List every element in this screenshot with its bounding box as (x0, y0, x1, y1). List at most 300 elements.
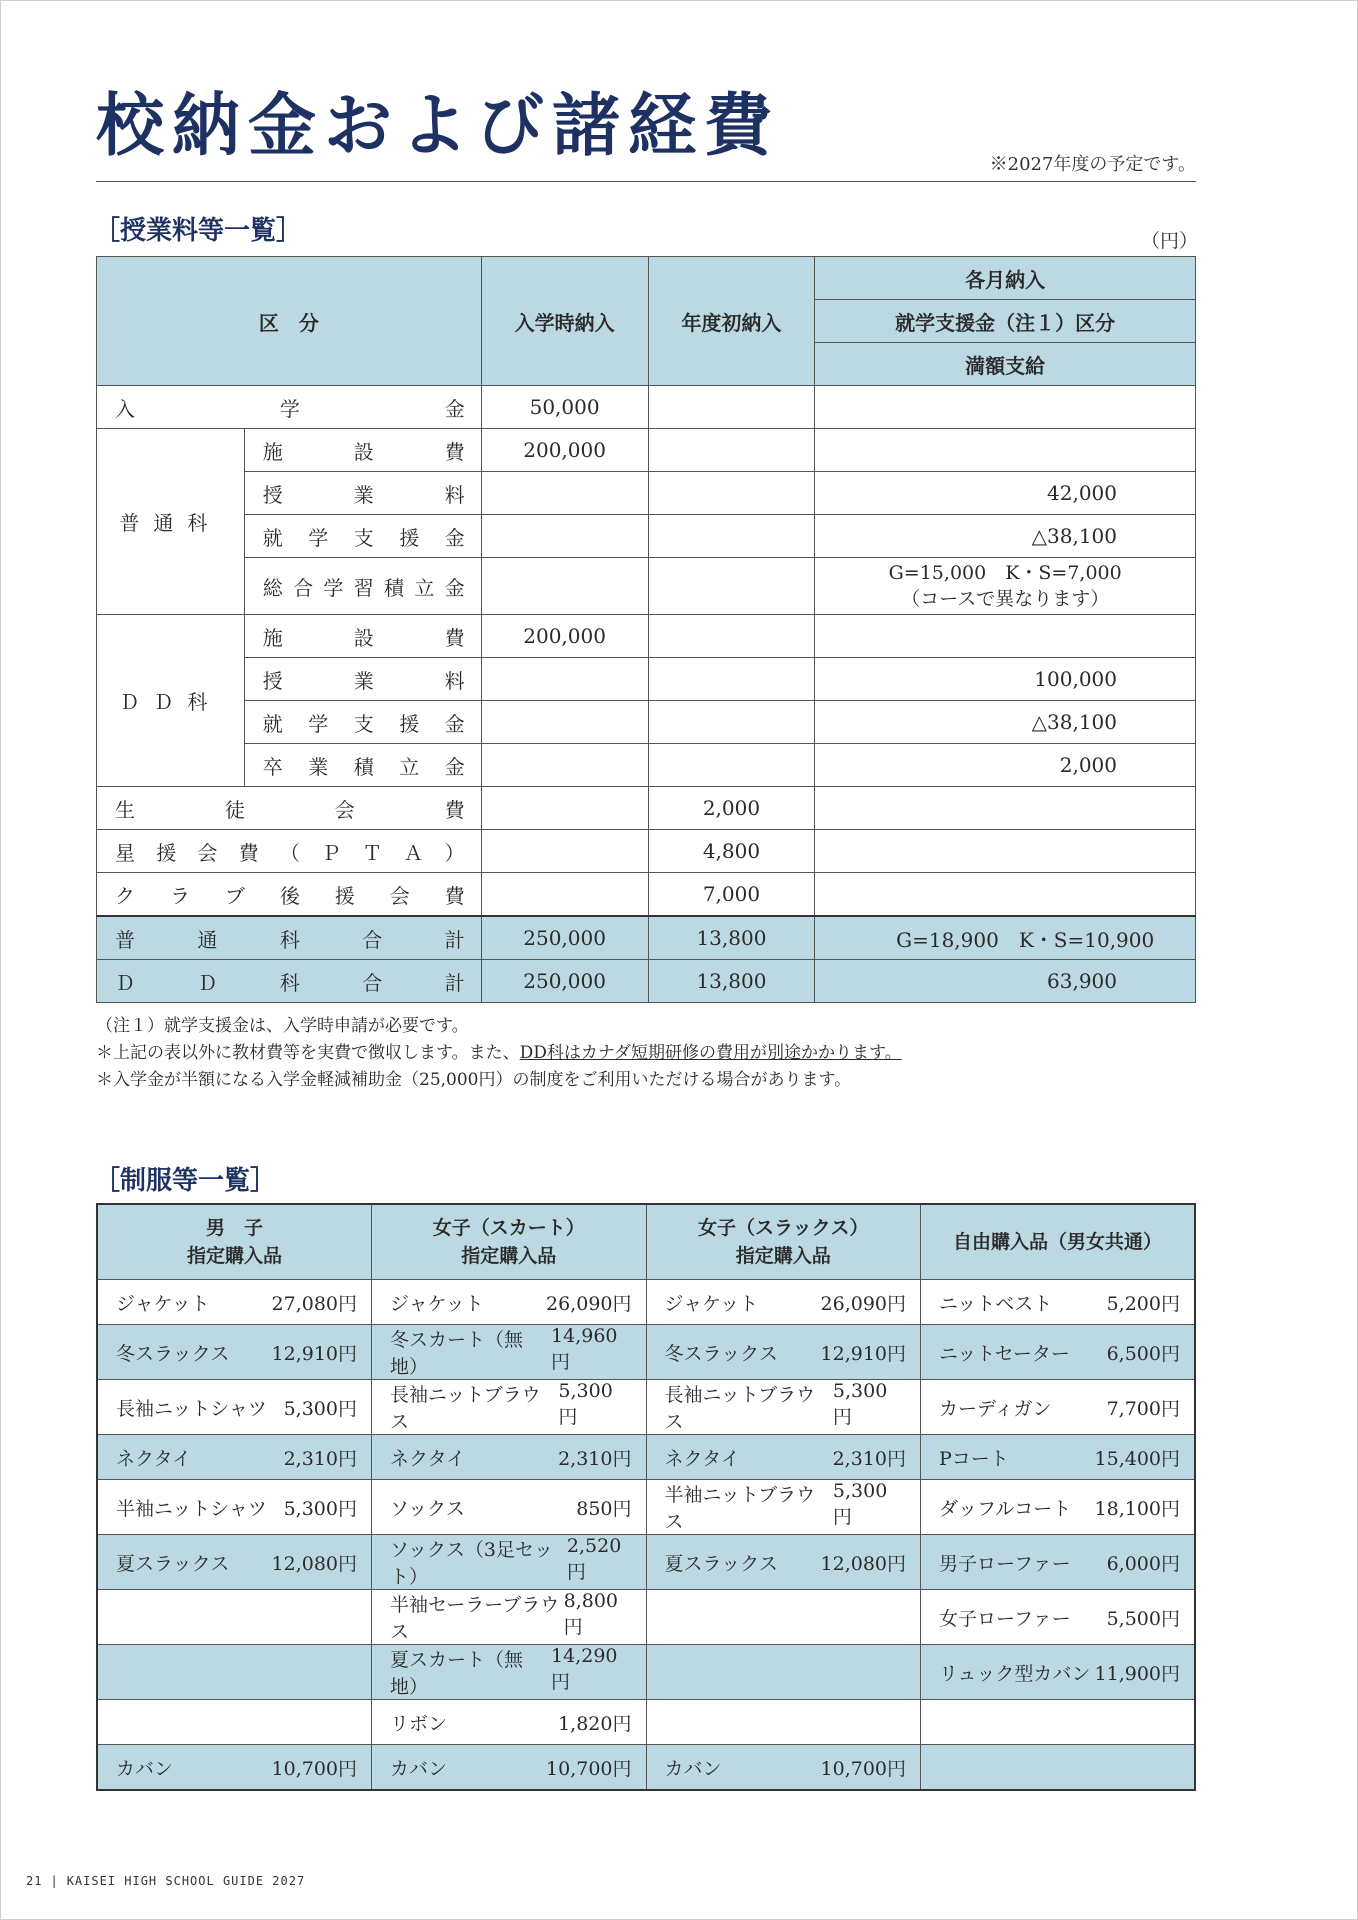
admission-value (481, 515, 648, 558)
uniform-heading-text: ［制服等一覧］ (94, 1166, 277, 1196)
label-char: 金 (444, 754, 465, 779)
item-price: 10,700円 (546, 1757, 632, 1780)
uniform-cell (97, 1325, 372, 1380)
label-char: 学 (323, 575, 344, 600)
general-course-label: 普通科 (97, 429, 245, 615)
uniform-row (97, 1325, 1195, 1380)
uniform-item (921, 1604, 1194, 1631)
item-name: 冬スラックス (116, 1342, 230, 1365)
label-char: 普 (115, 927, 135, 952)
label-char: Ａ (403, 840, 424, 865)
fee-label (245, 522, 481, 551)
uniform-item (98, 1444, 371, 1471)
label-char: 費 (444, 883, 465, 908)
admission-value (481, 472, 648, 515)
page-footer (26, 1874, 305, 1888)
admission-value (481, 873, 648, 917)
fee-label-cell (97, 386, 482, 429)
fee-label (245, 479, 481, 508)
item-name: ソックス（3足セット） (390, 1539, 553, 1588)
item-name: ジャケット (664, 1292, 759, 1315)
uniform-item (372, 1645, 646, 1699)
item-name: Pコート (939, 1447, 1009, 1470)
uniform-cell (372, 1745, 647, 1791)
monthly-value (815, 386, 1196, 429)
monthly-value: △38,100 (815, 701, 1196, 744)
label-char: 徒 (224, 797, 245, 822)
label-char: 就 (262, 711, 283, 736)
fee-row (97, 873, 1196, 917)
label-char: 会 (389, 883, 410, 908)
item-name: ダッフルコート (939, 1497, 1072, 1520)
label-char: 会 (197, 840, 218, 865)
uniform-cell (372, 1645, 647, 1700)
item-price: 2,310円 (283, 1447, 357, 1470)
total-label-cell (97, 960, 482, 1003)
label-char: 費 (238, 840, 259, 865)
item-price: 26,090円 (546, 1292, 632, 1315)
item-name: ソックス (390, 1497, 465, 1520)
header-admission: 入学時納入 (481, 257, 648, 386)
label-char: 学 (308, 711, 329, 736)
uniform-item (98, 1549, 371, 1576)
uniform-cell (372, 1480, 647, 1535)
fee-label (97, 794, 481, 823)
uniform-cell (372, 1535, 647, 1590)
year-value: 2,000 (648, 787, 815, 830)
currency-unit: （円） (1140, 230, 1198, 252)
item-price: 27,080円 (271, 1292, 357, 1315)
total-row (97, 960, 1196, 1003)
fee-row (97, 744, 1196, 787)
uniform-row (97, 1535, 1195, 1590)
item-price: 2,310円 (558, 1447, 632, 1470)
label-char: 授 (262, 668, 283, 693)
header-monthly: 各月納入 (815, 257, 1196, 300)
uniform-cell (646, 1700, 921, 1745)
note-1: （注１）就学支援金は、入学時申請が必要です。 (96, 1016, 469, 1036)
fee-label-cell (244, 658, 481, 701)
uniform-row (97, 1590, 1195, 1645)
label-char: 入 (115, 396, 135, 421)
admission-value (481, 701, 648, 744)
item-name: 夏スラックス (664, 1552, 778, 1575)
schedule-note: ※2027年度の予定です。 (989, 154, 1196, 175)
uniform-item (98, 1339, 371, 1366)
year-value: 4,800 (648, 830, 815, 873)
fee-label-cell (244, 429, 481, 472)
uniform-cell (97, 1280, 372, 1325)
label-char: 学 (279, 396, 300, 421)
page-title: 校納金および諸経費 (96, 86, 781, 166)
label-char: 費 (444, 797, 465, 822)
item-price: 850円 (576, 1497, 632, 1520)
label-char: 業 (353, 668, 374, 693)
label-char: 支 (353, 711, 374, 736)
uniform-item (98, 1394, 371, 1421)
fee-label-cell (97, 830, 482, 873)
year-value (648, 658, 815, 701)
uniform-cell (921, 1590, 1196, 1645)
uniform-cell (921, 1380, 1196, 1435)
monthly-value: 2,000 (815, 744, 1196, 787)
label-char: 立 (414, 575, 435, 600)
fee-label (97, 880, 481, 909)
item-name: 夏スカート（無地） (390, 1649, 524, 1698)
total-label-cell (97, 916, 482, 960)
item-price: 7,700円 (1106, 1397, 1180, 1420)
uniform-cell (97, 1590, 372, 1645)
uniform-cell (921, 1535, 1196, 1590)
label-char: 卒 (262, 754, 283, 779)
header-year-start: 年度初納入 (648, 257, 815, 386)
uniform-item (921, 1659, 1194, 1686)
label-char: 積 (353, 754, 374, 779)
item-price: 5,300円 (832, 1380, 888, 1428)
year-value: 7,000 (648, 873, 815, 917)
uniform-item (372, 1380, 646, 1434)
total-year: 13,800 (648, 916, 815, 960)
label-char: 学 (308, 525, 329, 550)
label-char: ク (115, 883, 135, 908)
uniform-item (372, 1754, 646, 1781)
uniform-header-line-2: 指定購入品 (735, 1245, 831, 1267)
item-name: カバン (664, 1757, 722, 1780)
total-admission: 250,000 (481, 916, 648, 960)
fee-label-cell (244, 558, 481, 615)
label-char: 立 (399, 754, 420, 779)
label-char: 援 (334, 883, 355, 908)
label-char: 業 (353, 482, 374, 507)
item-name: 半袖ニットシャツ (116, 1497, 267, 1520)
fee-label (97, 393, 481, 422)
uniform-row (97, 1700, 1195, 1745)
item-name: 半袖ニットブラウス (664, 1484, 816, 1533)
item-price: 2,520円 (566, 1535, 622, 1583)
note-2-underlined: DD科はカナダ短期研修の費用が別途かかります。 (519, 1043, 902, 1063)
year-value (648, 744, 815, 787)
uniform-item (647, 1549, 921, 1576)
dd-course-label: ＤＤ科 (97, 615, 245, 787)
item-name: 長袖ニットシャツ (116, 1397, 267, 1420)
admission-value: 50,000 (481, 386, 648, 429)
uniform-item (921, 1549, 1194, 1576)
fee-label (245, 665, 481, 694)
year-value (648, 558, 815, 615)
label-char: 通 (197, 927, 218, 952)
item-price: 11,900円 (1094, 1662, 1180, 1685)
year-value (648, 615, 815, 658)
fee-label-cell (244, 472, 481, 515)
uniform-header-1 (97, 1204, 372, 1280)
uniform-cell (372, 1280, 647, 1325)
item-price: 15,400円 (1094, 1447, 1180, 1470)
label-char: 料 (444, 482, 465, 507)
item-price: 5,300円 (832, 1480, 888, 1528)
uniform-item (372, 1590, 646, 1644)
item-name: 夏スラックス (116, 1552, 230, 1575)
admission-value (481, 658, 648, 701)
label-char: Ｐ (321, 840, 342, 865)
item-price: 12,080円 (271, 1552, 357, 1575)
uniform-header-line-1: 自由購入品（男女共通） (952, 1231, 1162, 1253)
label-char: 総 (262, 575, 283, 600)
monthly-line-1: G=15,000 K・S=7,000 (888, 562, 1122, 584)
item-price: 5,200円 (1106, 1292, 1180, 1315)
total-monthly: 63,900 (815, 960, 1196, 1003)
label-char: Ｄ (197, 970, 218, 995)
label-char: 設 (353, 439, 374, 464)
uniform-item (98, 1289, 371, 1316)
monthly-value (815, 558, 1196, 615)
item-name: ネクタイ (664, 1447, 740, 1470)
footer-separator: | (50, 1874, 59, 1888)
total-admission: 250,000 (481, 960, 648, 1003)
uniform-item (647, 1480, 921, 1534)
label-char: 合 (293, 575, 314, 600)
tuition-notes (96, 1013, 902, 1094)
uniform-cell (97, 1745, 372, 1791)
footer-text: KAISEI HIGH SCHOOL GUIDE 2027 (66, 1874, 306, 1888)
fee-row (97, 787, 1196, 830)
item-price: 1,820円 (558, 1712, 632, 1735)
uniform-row (97, 1645, 1195, 1700)
uniform-item (647, 1444, 921, 1471)
uniform-row (97, 1280, 1195, 1325)
label-char: 金 (444, 711, 465, 736)
label-char: 生 (115, 797, 135, 822)
uniform-table (96, 1203, 1196, 1791)
uniform-item (647, 1289, 921, 1316)
uniform-header-line-2: 指定購入品 (186, 1245, 282, 1267)
label-char: 施 (262, 439, 283, 464)
fee-label (245, 436, 481, 465)
item-price: 6,500円 (1106, 1342, 1180, 1365)
label-char: 科 (279, 970, 300, 995)
fee-label-cell (97, 787, 482, 830)
uniform-item (921, 1394, 1194, 1421)
uniform-item (372, 1444, 646, 1471)
admission-value (481, 787, 648, 830)
label-char: Ｄ (115, 970, 135, 995)
uniform-item (372, 1289, 646, 1316)
uniform-cell (97, 1645, 372, 1700)
item-name: リュック型カバン (939, 1662, 1091, 1685)
uniform-header-3 (646, 1204, 921, 1280)
fee-label-cell (244, 701, 481, 744)
uniform-cell (921, 1280, 1196, 1325)
label-char: （ (279, 840, 300, 865)
uniform-cell (921, 1480, 1196, 1535)
monthly-value (815, 429, 1196, 472)
item-price: 12,910円 (271, 1342, 357, 1365)
item-name: ジャケット (390, 1292, 484, 1315)
uniform-item (921, 1339, 1194, 1366)
uniform-cell (372, 1590, 647, 1645)
uniform-cell (646, 1280, 921, 1325)
label-char: 習 (353, 575, 374, 600)
item-price: 14,960円 (551, 1325, 618, 1373)
fee-row (97, 658, 1196, 701)
admission-value: 200,000 (481, 615, 648, 658)
uniform-header-line-1: 男 子 (205, 1217, 263, 1239)
label-char: 星 (115, 840, 135, 865)
item-price: 2,310円 (832, 1447, 906, 1470)
item-price: 5,500円 (1106, 1607, 1180, 1630)
fee-label (245, 751, 481, 780)
uniform-item (372, 1535, 646, 1589)
item-price: 5,300円 (283, 1397, 357, 1420)
note-2-text: ＊上記の表以外に教材費等を実費で徴収します。また、 (96, 1043, 520, 1063)
uniform-row (97, 1380, 1195, 1435)
item-price: 14,290円 (551, 1645, 618, 1693)
uniform-cell (646, 1745, 921, 1791)
uniform-row (97, 1435, 1195, 1480)
item-price: 6,000円 (1106, 1552, 1180, 1575)
label-char: 援 (399, 525, 420, 550)
uniform-item (921, 1444, 1194, 1471)
item-name: 半袖セーラーブラウス (390, 1594, 560, 1643)
admission-value (481, 830, 648, 873)
item-name: ニットベスト (939, 1292, 1053, 1315)
total-label (97, 967, 481, 996)
uniform-item (372, 1494, 646, 1521)
uniform-cell (97, 1480, 372, 1535)
label-char: 援 (399, 711, 420, 736)
item-price: 26,090円 (820, 1292, 906, 1315)
uniform-cell (97, 1435, 372, 1480)
uniform-header-line-1: 女子（スカート） (432, 1217, 585, 1239)
label-char: 援 (156, 840, 177, 865)
label-char: ） (444, 840, 465, 865)
item-name: カバン (390, 1757, 448, 1780)
uniform-cell (646, 1325, 921, 1380)
title-divider (96, 181, 1196, 182)
monthly-value: 42,000 (815, 472, 1196, 515)
label-char: 計 (444, 970, 465, 995)
item-price: 12,910円 (820, 1342, 906, 1365)
uniform-cell (646, 1535, 921, 1590)
item-name: 男子ローファー (939, 1552, 1071, 1575)
uniform-cell (372, 1380, 647, 1435)
label-char: 積 (384, 575, 405, 600)
uniform-row (97, 1745, 1195, 1791)
tuition-section-heading (94, 210, 302, 247)
label-char: Ｔ (362, 840, 383, 865)
monthly-value (815, 615, 1196, 658)
fee-label (97, 837, 481, 866)
label-char: 費 (444, 439, 465, 464)
label-char: 金 (444, 525, 465, 550)
uniform-cell (97, 1700, 372, 1745)
item-name: ニットセーター (939, 1342, 1070, 1365)
uniform-item (98, 1754, 371, 1781)
year-value (648, 701, 815, 744)
uniform-item (372, 1709, 646, 1736)
uniform-cell (921, 1745, 1196, 1791)
fee-row (97, 701, 1196, 744)
label-char: 合 (362, 970, 383, 995)
label-char: 金 (444, 396, 465, 421)
item-name: ジャケット (116, 1292, 210, 1315)
label-char: 科 (279, 927, 300, 952)
item-name: 女子ローファー (939, 1607, 1071, 1630)
uniform-item (647, 1380, 921, 1434)
fee-row (97, 558, 1196, 615)
note-3: ＊入学金が半額になる入学金軽減補助金（25,000円）の制度をご利用いただける場合があります。 (96, 1070, 852, 1090)
year-value (648, 429, 815, 472)
label-char: 授 (262, 482, 283, 507)
label-char: 業 (308, 754, 329, 779)
page-number: 21 (26, 1874, 43, 1888)
fee-label-cell (244, 744, 481, 787)
item-price: 5,300円 (558, 1380, 613, 1428)
fee-row (97, 429, 1196, 472)
uniform-header-line-2: 指定購入品 (461, 1245, 557, 1267)
admission-value: 200,000 (481, 429, 648, 472)
item-name: ネクタイ (390, 1447, 466, 1470)
total-year: 13,800 (648, 960, 815, 1003)
header-full-payment: 満額支給 (815, 343, 1196, 386)
fee-label-cell (244, 515, 481, 558)
admission-value (481, 558, 648, 615)
uniform-row (97, 1480, 1195, 1535)
label-char: 施 (262, 625, 283, 650)
uniform-cell (646, 1590, 921, 1645)
label-char: 料 (444, 668, 465, 693)
uniform-cell (97, 1380, 372, 1435)
tuition-table (96, 256, 1196, 1003)
item-name: 長袖ニットブラウス (390, 1384, 541, 1433)
fee-row (97, 830, 1196, 873)
uniform-cell (921, 1700, 1196, 1745)
total-label (97, 924, 481, 953)
label-char: 支 (353, 525, 374, 550)
uniform-cell (921, 1325, 1196, 1380)
label-char: ブ (224, 883, 245, 908)
fee-label-cell (97, 873, 482, 917)
uniform-item (921, 1289, 1194, 1316)
uniform-item (98, 1494, 371, 1521)
item-price: 10,700円 (271, 1757, 357, 1780)
item-price: 5,300円 (283, 1497, 357, 1520)
fee-label (245, 622, 481, 651)
label-char: 合 (362, 927, 383, 952)
header-support-category: 就学支援金（注１）区分 (815, 300, 1196, 343)
uniform-cell (646, 1480, 921, 1535)
item-price: 10,700円 (820, 1757, 906, 1780)
uniform-item (647, 1339, 921, 1366)
uniform-header-2 (372, 1204, 647, 1280)
monthly-value: 100,000 (815, 658, 1196, 701)
label-char: 会 (334, 797, 355, 822)
monthly-value (815, 830, 1196, 873)
item-name: カバン (116, 1757, 174, 1780)
admission-value (481, 744, 648, 787)
fee-row (97, 615, 1196, 658)
item-price: 18,100円 (1094, 1497, 1180, 1520)
label-char: 計 (444, 927, 465, 952)
year-value (648, 515, 815, 558)
monthly-value (815, 873, 1196, 917)
fee-label-cell (244, 615, 481, 658)
uniform-item (921, 1494, 1194, 1521)
note-2 (96, 1040, 902, 1067)
uniform-cell (372, 1700, 647, 1745)
fee-row (97, 472, 1196, 515)
uniform-header-line-1: 女子（スラックス） (698, 1217, 869, 1239)
item-price: 8,800円 (563, 1590, 619, 1638)
